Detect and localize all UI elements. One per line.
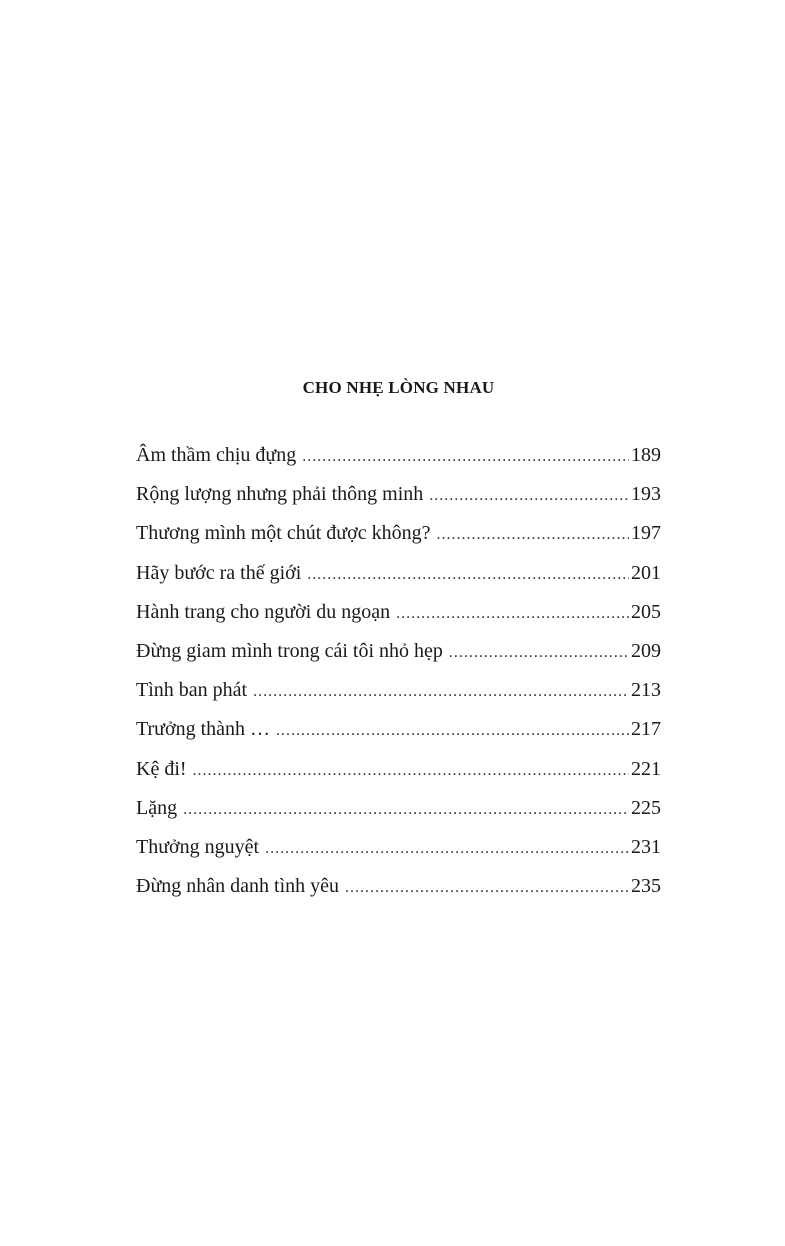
section-heading: CHO NHẸ LÒNG NHAU [302,378,495,397]
dot-leader [429,476,629,515]
toc-list [136,436,661,906]
toc-entry-page: 231 [631,835,661,858]
toc-entry-title: Rộng lượng nhưng phải thông minh [136,483,424,506]
toc-entry-page: 235 [631,875,661,898]
dot-leader [265,829,629,868]
toc-entry-page: 221 [631,757,661,780]
toc-entry-page: 189 [631,444,661,466]
toc-entry [136,867,661,906]
toc-entry-page: 225 [631,796,661,819]
toc-entry [136,514,661,553]
toc-entry-title: Kệ đi! [136,757,187,780]
toc-entry-page: 197 [631,522,661,545]
toc-entry-page: 193 [631,483,661,506]
dot-leader [193,751,629,790]
toc-entry [136,436,661,475]
dot-leader [307,555,629,594]
dot-leader [183,790,629,829]
dot-leader [345,868,629,907]
toc-entry [136,828,661,867]
toc-entry-page: 205 [631,600,661,623]
dot-leader [449,633,629,672]
toc-entry-title: Thưởng nguyệt [136,835,260,858]
toc-entry-page: 213 [631,679,661,702]
toc-entry-page: 209 [631,639,661,662]
toc-entry [136,789,661,828]
toc-entry [136,671,661,710]
dot-leader [253,672,629,711]
dot-leader [436,515,629,554]
toc-entry-title: Lặng [136,796,178,819]
dot-leader [396,594,629,633]
toc-entry-title: Âm thầm chịu đựng [136,444,297,466]
toc-entry [136,632,661,671]
toc-entry-title: Hành trang cho người du ngoạn [136,600,391,623]
toc-entry-title: Đừng nhân danh tình yêu [136,875,340,898]
table-of-contents [136,374,661,906]
toc-entry-title: Thương mình một chút được không? [136,522,431,545]
toc-entry [136,554,661,593]
toc-entry [136,710,661,749]
dot-leader [276,711,629,750]
toc-entry [136,750,661,789]
toc-entry-title: Trưởng thành … [136,718,271,741]
toc-entry-page: 217 [631,718,661,741]
toc-entry-title: Đừng giam mình trong cái tôi nhỏ hẹp [136,639,443,662]
toc-entry-title: Tình ban phát [136,679,248,702]
toc-entry [136,593,661,632]
toc-entry-title: Hãy bước ra thế giới [136,561,302,584]
toc-entry [136,475,661,514]
dot-leader [302,437,629,476]
toc-entry-page: 201 [631,561,661,584]
